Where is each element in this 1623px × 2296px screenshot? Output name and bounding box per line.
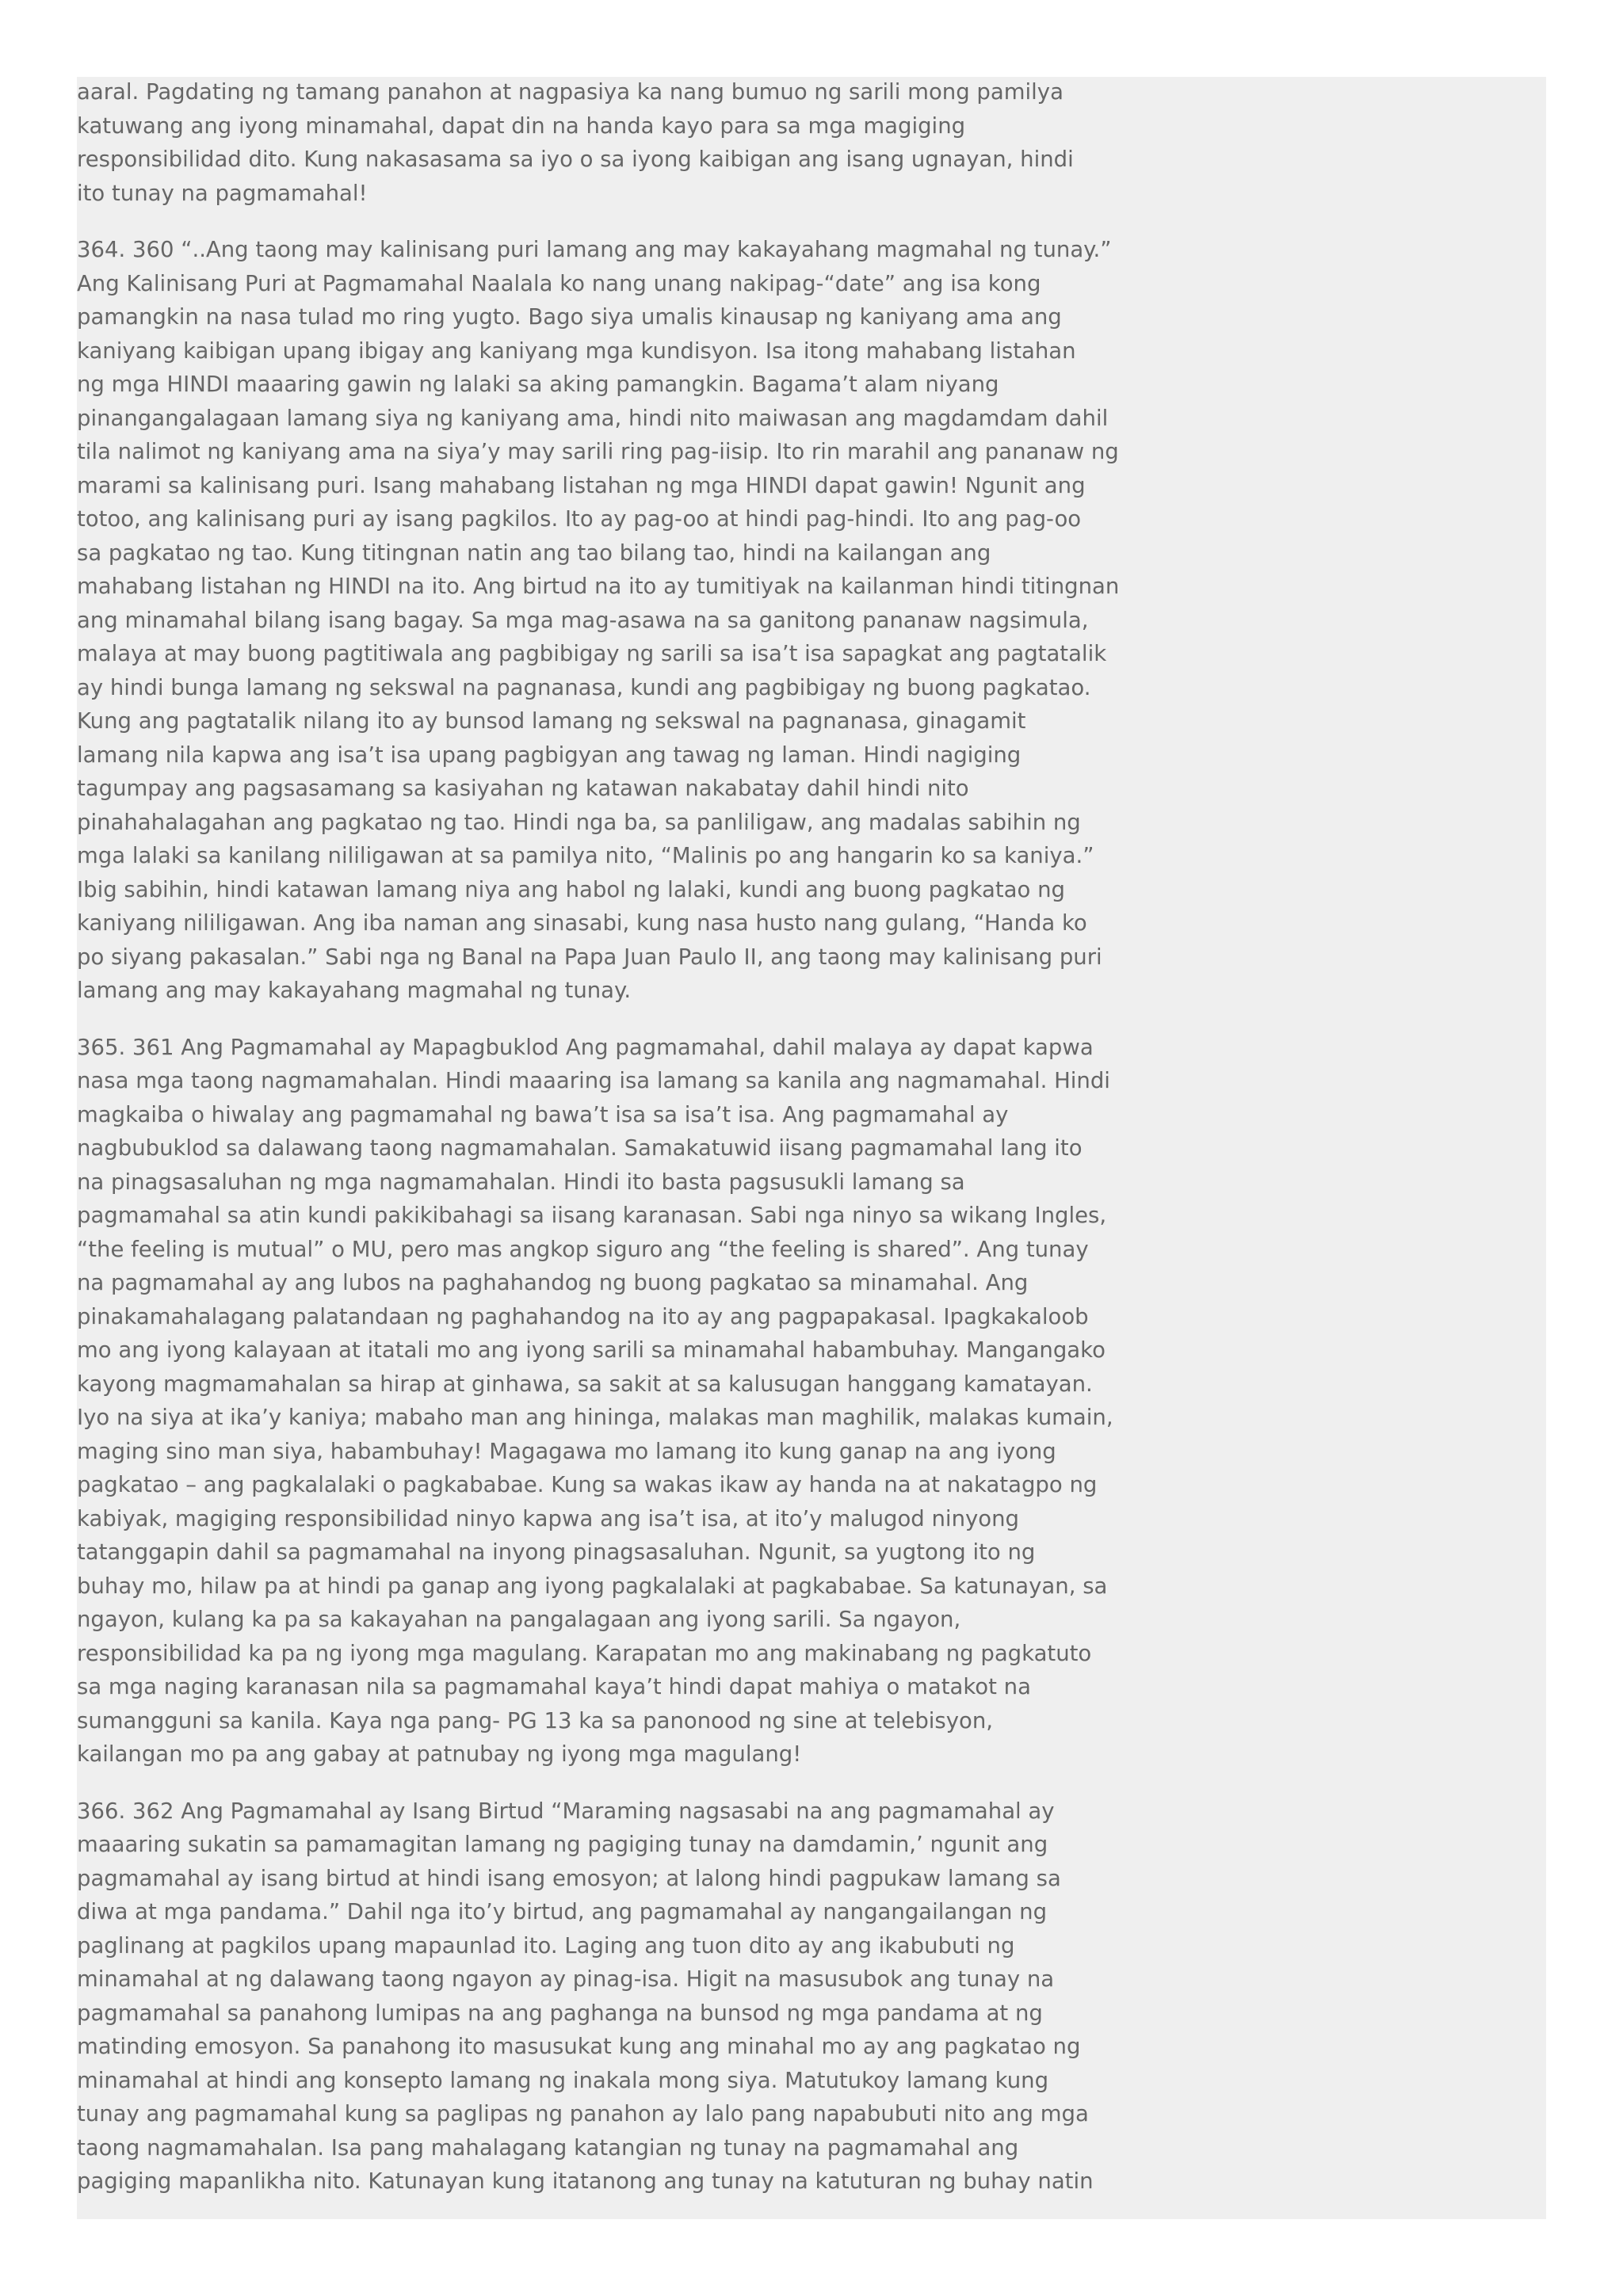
- paragraph: [77, 1031, 1113, 1772]
- text-line: pagmamahal sa panahong lumipas na ang paghanga na bunsod ng mga pandama at ng: [77, 2000, 1043, 2026]
- text-line: responsibilidad ka pa ng iyong mga magulang. Karapatan mo ang makinabang ng pagkatuto: [77, 1640, 1092, 1666]
- text-line: ay hindi bunga lamang ng sekswal na pagnanasa, kundi ang pagbibigay ng buong pagkatao.: [77, 674, 1091, 700]
- text-line: pinahahalagahan ang pagkatao ng tao. Hindi nga ba, sa panliligaw, ang madalas sabihin ng: [77, 809, 1081, 835]
- text-line: nagbubuklod sa dalawang taong nagmamahalan. Samakatuwid iisang pagmamahal lang ito: [77, 1135, 1083, 1161]
- text-line: buhay mo, hilaw pa at hindi pa ganap ang iyong pagkalalaki at pagkababae. Sa katunayan, sa: [77, 1573, 1108, 1599]
- text-line: pinakamahalagang palatandaan ng paghahandog na ito ay ang pagpapakasal. Ipagkakaloob: [77, 1303, 1089, 1329]
- text-line: pagiging mapanlikha nito. Katunayan kung itatanong ang tunay na katuturan ng buhay natin: [77, 2168, 1094, 2194]
- text-line: malaya at may buong pagtitiwala ang pagbibigay ng sarili sa isa’t isa sapagkat ang pagtatalik: [77, 641, 1107, 666]
- text-line: 366. 362 Ang Pagmamahal ay Isang Birtud “Maraming nagsasabi na ang pagmamahal ay: [77, 1798, 1055, 1824]
- text-line: totoo, ang kalinisang puri ay isang pagkilos. Ito ay pag-oo at hindi pag-hindi. Ito ang pag-oo: [77, 506, 1082, 532]
- text-line: maging sino man siya, habambuhay! Magagawa mo lamang ito kung ganap na ang iyong: [77, 1438, 1056, 1464]
- paragraph: [77, 1794, 1094, 2199]
- text-line: Ibig sabihin, hindi katawan lamang niya ang habol ng lalaki, kundi ang buong pagkatao ng: [77, 876, 1065, 902]
- text-line: pagmamahal sa atin kundi pakikibahagi sa iisang karanasan. Sabi nga ninyo sa wikang Ingles,: [77, 1203, 1107, 1228]
- text-line: diwa at mga pandama.” Dahil nga ito’y birtud, ang pagmamahal ay nangangailangan ng: [77, 1899, 1048, 1924]
- text-line: ng mga HINDI maaaring gawin ng lalaki sa aking pamangkin. Bagama’t alam niyang: [77, 372, 999, 397]
- text-line: kaniyang kaibigan upang ibigay ang kaniyang mga kundisyon. Isa itong mahabang listahan: [77, 338, 1076, 364]
- text-line: mo ang iyong kalayaan at itatali mo ang iyong sarili sa minamahal habambuhay. Mangangako: [77, 1337, 1106, 1363]
- text-line: magkaiba o hiwalay ang pagmamahal ng bawa’t isa sa isa’t isa. Ang pagmamahal ay: [77, 1101, 1009, 1127]
- paragraph: [77, 75, 1074, 210]
- document-body: [77, 75, 1120, 2222]
- text-line: matinding emosyon. Sa panahong ito masusukat kung ang minahal mo ay ang pagkatao ng: [77, 2034, 1081, 2059]
- text-line: po siyang pakasalan.” Sabi nga ng Banal na Papa Juan Paulo II, ang taong may kalinisang puri: [77, 944, 1102, 970]
- text-line: kayong magmamahalan sa hirap at ginhawa, sa sakit at sa kalusugan hanggang kamatayan.: [77, 1371, 1093, 1397]
- text-line: Kung ang pagtatalik nilang ito ay bunsod lamang ng sekswal na pagnanasa, ginagamit: [77, 708, 1026, 734]
- text-line: 365. 361 Ang Pagmamahal ay Mapagbuklod Ang pagmamahal, dahil malaya ay dapat kapwa: [77, 1034, 1094, 1060]
- text-line: marami sa kalinisang puri. Isang mahabang listahan ng mga HINDI dapat gawin! Ngunit ang: [77, 472, 1086, 498]
- text-line: na pinagsasaluhan ng mga nagmamahalan. Hindi ito basta pagsusukli lamang sa: [77, 1169, 965, 1195]
- text-line: “the feeling is mutual” o MU, pero mas angkop siguro ang “the feeling is shared”. Ang tunay: [77, 1236, 1089, 1262]
- text-line: paglinang at pagkilos upang mapaunlad ito. Laging ang tuon dito ay ang ikabubuti ng: [77, 1932, 1015, 1958]
- text-line: minamahal at hindi ang konsepto lamang ng inakala mong siya. Matutukoy lamang kung: [77, 2067, 1049, 2093]
- text-line: lamang nila kapwa ang isa’t isa upang pagbigyan ang tawag ng laman. Hindi nagiging: [77, 742, 1022, 768]
- text-line: tagumpay ang pagsasamang sa kasiyahan ng katawan nakabatay dahil hindi nito: [77, 776, 969, 801]
- text-line: ngayon, kulang ka pa sa kakayahan na pangalagaan ang iyong sarili. Sa ngayon,: [77, 1607, 961, 1632]
- text-line: pagkatao – ang pagkalalaki o pagkababae. Kung sa wakas ikaw ay handa na at nakatagpo ng: [77, 1472, 1098, 1497]
- text-line: na pagmamahal ay ang lubos na paghahandog ng buong pagkatao sa minamahal. Ang: [77, 1270, 1029, 1295]
- text-line: pagmamahal ay isang birtud at hindi isang emosyon; at lalong hindi pagpukaw lamang sa: [77, 1865, 1061, 1891]
- text-line: maaaring sukatin sa pamamagitan lamang ng pagiging tunay na damdamin,’ ngunit ang: [77, 1832, 1048, 1857]
- text-line: kaniyang nililigawan. Ang iba naman ang sinasabi, kung nasa husto nang gulang, “Handa ko: [77, 910, 1087, 936]
- text-line: sa pagkatao ng tao. Kung titingnan natin ang tao bilang tao, hindi na kailangan ang: [77, 540, 991, 566]
- text-line: aaral. Pagdating ng tamang panahon at nagpasiya ka nang bumuo ng sarili mong pamilya: [77, 79, 1064, 105]
- text-line: Ang Kalinisang Puri at Pagmamahal Naalala ko nang unang nakipag-“date” ang isa kong: [77, 270, 1041, 296]
- text-line: mahabang listahan ng HINDI na ito. Ang birtud na ito ay tumitiyak na kailanman hindi titingnan: [77, 574, 1120, 599]
- text-line: sa mga naging karanasan nila sa pagmamahal kaya’t hindi dapat mahiya o matakot na: [77, 1674, 1031, 1699]
- text-line: nasa mga taong nagmamahalan. Hindi maaaring isa lamang sa kanila ang nagmamahal. Hindi: [77, 1068, 1110, 1093]
- text-line: ito tunay na pagmamahal!: [77, 180, 368, 206]
- text-line: lamang ang may kakayahang magmahal ng tunay.: [77, 978, 632, 1003]
- text-line: responsibilidad dito. Kung nakasasama sa iyo o sa iyong kaibigan ang isang ugnayan, hindi: [77, 147, 1074, 172]
- text-line: tunay ang pagmamahal kung sa paglipas ng panahon ay lalo pang napabubuti nito ang mga: [77, 2101, 1089, 2126]
- text-line: pamangkin na nasa tulad mo ring yugto. Bago siya umalis kinausap ng kaniyang ama ang: [77, 304, 1062, 330]
- text-line: Iyo na siya at ika’y kaniya; mabaho man ang hininga, malakas man maghilik, malakas kumain,: [77, 1405, 1113, 1430]
- text-line: kailangan mo pa ang gabay at patnubay ng iyong mga magulang!: [77, 1741, 802, 1767]
- text-line: katuwang ang iyong minamahal, dapat din na handa kayo para sa mga magiging: [77, 113, 966, 139]
- text-line: ang minamahal bilang isang bagay. Sa mga mag-asawa na sa ganitong pananaw nagsimula,: [77, 607, 1089, 633]
- text-line: tila nalimot ng kaniyang ama na siya’y may sarili ring pag-iisip. Ito rin marahil ang pananaw ng: [77, 439, 1119, 464]
- paragraph: [77, 233, 1120, 1008]
- text-line: minamahal at ng dalawang taong ngayon ay pinag-isa. Higit na masusubok ang tunay na: [77, 1966, 1055, 1992]
- text-line: pinangangalagaan lamang siya ng kaniyang ama, hindi nito maiwasan ang magdamdam dahil: [77, 405, 1109, 431]
- text-line: tatanggapin dahil sa pagmamahal na inyong pinagsasaluhan. Ngunit, sa yugtong ito ng: [77, 1539, 1036, 1565]
- text-line: 364. 360 “..Ang taong may kalinisang puri lamang ang may kakayahang magmahal ng tunay.”: [77, 237, 1112, 262]
- text-line: kabiyak, magiging responsibilidad ninyo kapwa ang isa’t isa, at ito’y malugod ninyong: [77, 1505, 1019, 1531]
- text-line: mga lalaki sa kanilang nililigawan at sa pamilya nito, “Malinis po ang hangarin ko sa kaniya.”: [77, 843, 1094, 868]
- text-line: taong nagmamahalan. Isa pang mahalagang katangian ng tunay na pagmamahal ang: [77, 2134, 1019, 2161]
- text-line: sumangguni sa kanila. Kaya nga pang- PG 13 ka sa panonood ng sine at telebisyon,: [77, 1707, 994, 1733]
